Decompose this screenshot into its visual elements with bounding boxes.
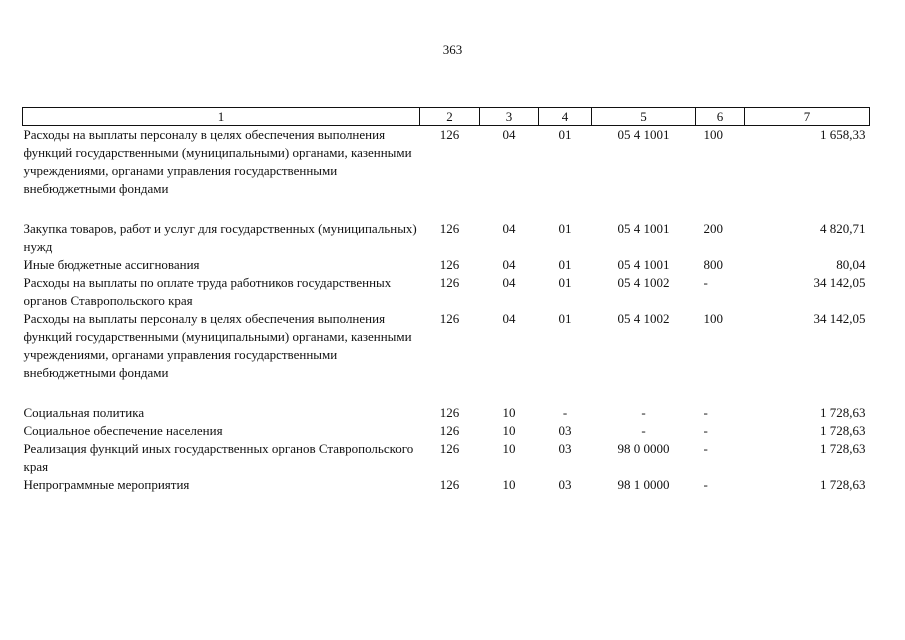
row-col-2: 126 — [439, 405, 460, 420]
row-col-4: 01 — [558, 311, 572, 326]
table-row — [23, 126, 870, 221]
row-col-3: 10 — [502, 405, 516, 420]
table-row — [23, 404, 870, 422]
row-name: Расходы на выплаты персоналу в целях обеспечения выполнения функций государственными (муниципальными) органами, казенными учреждениями, органами управления государственными внебюджетными фондами — [23, 127, 412, 196]
row-col-4: 01 — [558, 275, 572, 290]
row-name: Социальное обеспечение населения — [23, 423, 223, 438]
row-col-6: - — [703, 405, 708, 420]
row-col-5: 05 4 1001 — [617, 221, 670, 236]
row-col-4: 03 — [558, 477, 572, 492]
row-col-3: 04 — [502, 257, 516, 272]
row-col-5: 05 4 1001 — [617, 127, 670, 142]
row-col-4: 01 — [558, 221, 572, 236]
row-col-4: 03 — [558, 441, 572, 456]
row-col-4: 01 — [558, 257, 572, 272]
row-name: Расходы на выплаты персоналу в целях обеспечения выполнения функций государственными (муниципальными) органами, казенными учреждениями, органами управления государственными внебюджетными фондами — [23, 311, 412, 380]
table-body — [23, 126, 870, 495]
row-col-7: 4 820,71 — [820, 221, 866, 236]
row-col-5: 05 4 1001 — [617, 257, 670, 272]
row-col-3: 10 — [502, 477, 516, 492]
page-number: 363 — [442, 42, 463, 57]
header-col-2: 2 — [420, 108, 480, 126]
row-col-3: 04 — [502, 311, 516, 326]
table-header — [23, 108, 870, 126]
row-col-6: 200 — [703, 221, 723, 236]
row-col-2: 126 — [439, 127, 460, 142]
row-col-2: 126 — [439, 477, 460, 492]
table-row — [23, 476, 870, 494]
row-col-5: - — [641, 423, 646, 438]
table-row — [23, 274, 870, 310]
row-col-6: 100 — [703, 311, 723, 326]
header-row — [23, 108, 870, 126]
table-row — [23, 310, 870, 404]
row-col-7: 34 142,05 — [813, 275, 866, 290]
row-col-5: 05 4 1002 — [617, 311, 670, 326]
row-col-3: 10 — [502, 423, 516, 438]
row-name: Расходы на выплаты по оплате труда работников государственных органов Ставропольского края — [23, 275, 392, 308]
row-name: Реализация функций иных государственных органов Ставропольского края — [23, 441, 414, 474]
row-name: Непрограммные мероприятия — [23, 477, 190, 492]
row-col-2: 126 — [439, 423, 460, 438]
table-row — [23, 256, 870, 274]
row-col-4: - — [562, 405, 568, 420]
row-col-3: 04 — [502, 127, 516, 142]
row-col-7: 80,04 — [836, 257, 866, 272]
row-col-6: - — [703, 477, 708, 492]
row-col-6: 100 — [703, 127, 723, 142]
row-col-5: - — [641, 405, 646, 420]
row-col-5: 98 0 0000 — [617, 441, 670, 456]
row-col-3: 10 — [502, 441, 516, 456]
row-col-2: 126 — [439, 311, 460, 326]
header-col-7: 7 — [745, 108, 870, 126]
row-col-6: - — [703, 423, 708, 438]
row-col-3: 04 — [502, 275, 516, 290]
row-name: Иные бюджетные ассигнования — [23, 257, 200, 272]
table-row — [23, 220, 870, 256]
header-col-1: 1 — [23, 108, 420, 126]
row-col-5: 05 4 1002 — [617, 275, 670, 290]
header-col-4: 4 — [539, 108, 592, 126]
table-row — [23, 422, 870, 440]
row-col-7: 34 142,05 — [813, 311, 866, 326]
header-col-3: 3 — [480, 108, 539, 126]
row-col-2: 126 — [439, 275, 460, 290]
row-col-6: 800 — [703, 257, 723, 272]
table-row — [23, 440, 870, 476]
row-col-3: 04 — [502, 221, 516, 236]
row-col-4: 03 — [558, 423, 572, 438]
row-col-6: - — [703, 441, 708, 456]
row-col-7: 1 658,33 — [820, 127, 866, 142]
row-col-7: 1 728,63 — [820, 477, 866, 492]
row-col-2: 126 — [439, 221, 460, 236]
row-col-4: 01 — [558, 127, 572, 142]
row-col-5: 98 1 0000 — [617, 477, 670, 492]
row-col-7: 1 728,63 — [820, 405, 866, 420]
row-col-6: - — [703, 275, 708, 290]
row-col-2: 126 — [439, 257, 460, 272]
header-col-6: 6 — [696, 108, 745, 126]
row-col-7: 1 728,63 — [820, 441, 866, 456]
header-col-5: 5 — [592, 108, 696, 126]
row-col-2: 126 — [439, 441, 460, 456]
budget-table — [22, 107, 870, 494]
row-name: Социальная политика — [23, 405, 145, 420]
row-name: Закупка товаров, работ и услуг для государственных (муниципальных) нужд — [23, 221, 417, 254]
row-col-7: 1 728,63 — [820, 423, 866, 438]
